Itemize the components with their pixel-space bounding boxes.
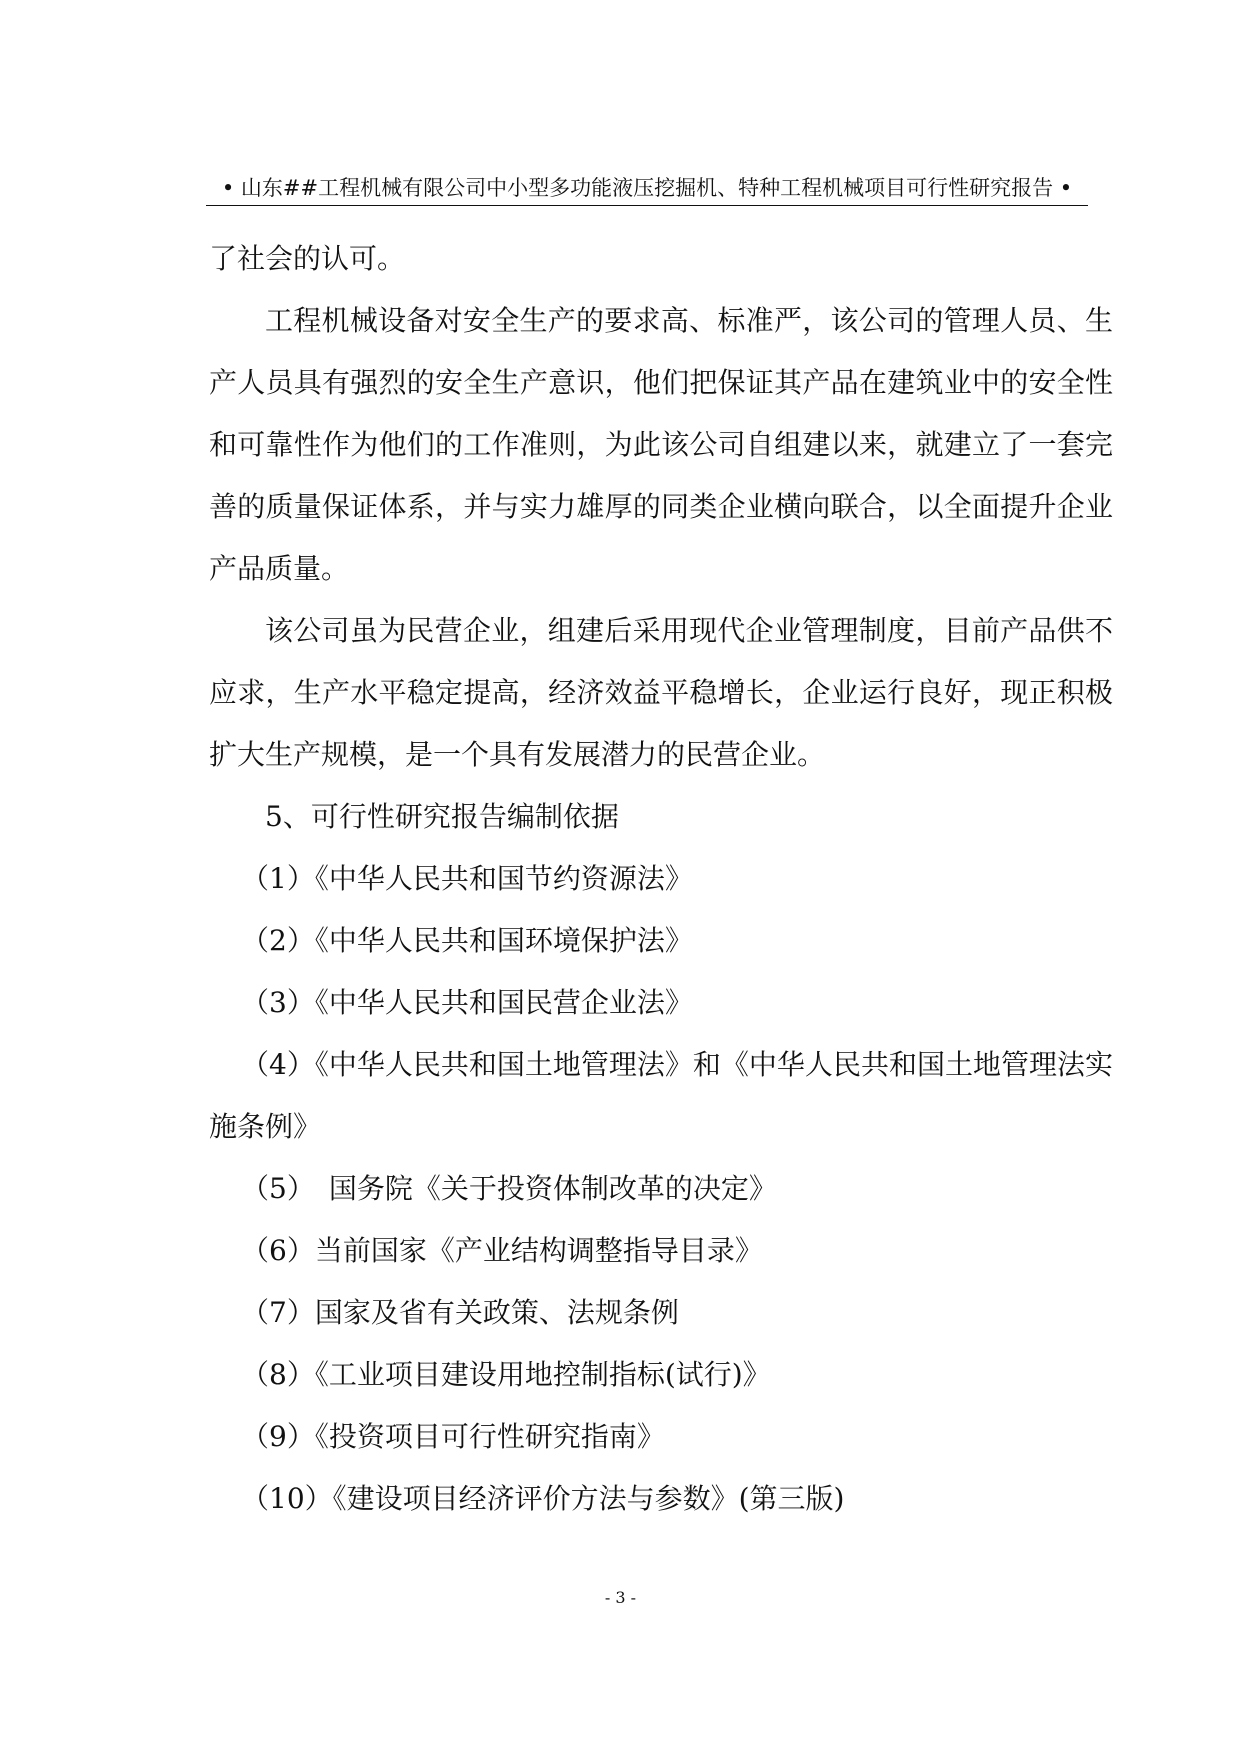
basis-item-1: （1）《中华人民共和国节约资源法》 [241,862,693,895]
basis-item-7: （7）国家及省有关政策、法规条例 [241,1296,679,1329]
section-heading: 5、可行性研究报告编制依据 [265,800,619,833]
paragraph-company: 该公司虽为民营企业，组建后采用现代企业管理制度，目前产品供不应求，生产水平稳定提高，经济效益平稳增长，企业运行良好，现正积极扩大生产规模，是一个具有发展潜力的民营企业。 [209,614,1113,771]
running-header: • 山东##工程机械有限公司中小型多功能液压挖掘机、特种工程机械项目可行性研究报告 • [221,176,1073,200]
basis-item-9: （9）《投资项目可行性研究指南》 [241,1420,665,1453]
basis-item-3: （3）《中华人民共和国民营企业法》 [241,986,693,1019]
paragraph-safety: 工程机械设备对安全生产的要求高、标准严，该公司的管理人员、生产人员具有强烈的安全生产意识，他们把保证其产品在建筑业中的安全性和可靠性作为他们的工作准则，为此该公司自组建以来，就建立了一套完善的质量保证体系，并与实力雄厚的同类企业横向联合，以全面提升企业产品质量。 [209,304,1113,585]
basis-item-8: （8）《工业项目建设用地控制指标(试行)》 [241,1358,771,1391]
body-text [209,228,1113,1530]
basis-item-4: （4）《中华人民共和国土地管理法》和《中华人民共和国土地管理法实施条例》 [209,1048,1113,1143]
page-number: - 3 - [604,1588,637,1607]
paragraph-continuation: 了社会的认可。 [209,242,406,275]
header-rule [206,205,1088,206]
basis-item-2: （2）《中华人民共和国环境保护法》 [241,924,693,957]
basis-item-5: （5） 国务院《关于投资体制改革的决定》 [241,1172,777,1205]
basis-item-10: （10）《建设项目经济评价方法与参数》(第三版) [241,1482,845,1515]
basis-item-6: （6）当前国家《产业结构调整指导目录》 [241,1234,763,1267]
